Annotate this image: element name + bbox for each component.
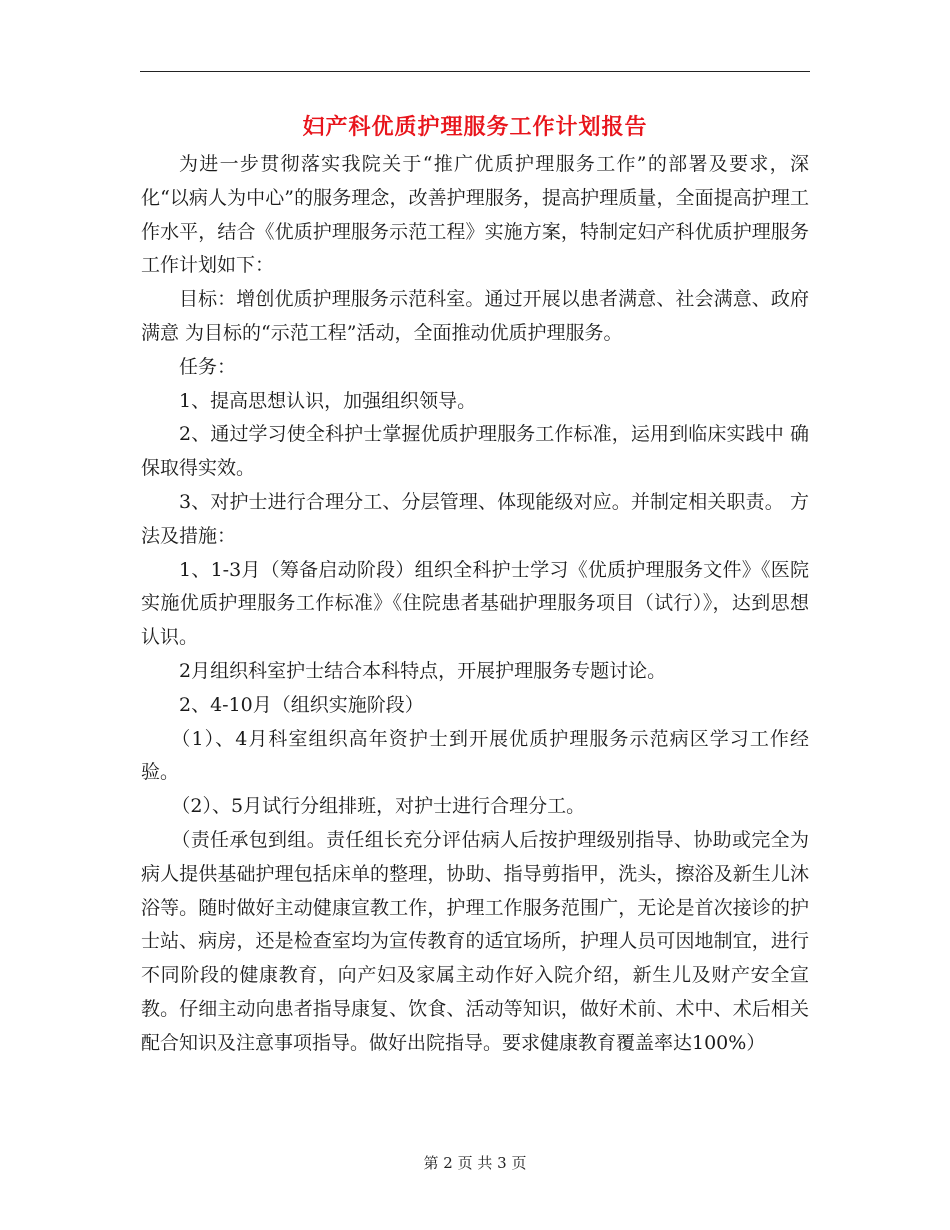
paragraph-goal: 目标：增创优质护理服务示范科室。通过开展以患者满意、社会满意、政府满意 为目标的“示范工程”活动，全面推动优质护理服务。	[141, 288, 809, 344]
paragraph-method-2-item-2: （2）、5月试行分组排班，对护士进行合理分工。	[171, 795, 586, 818]
document-title: 妇产科优质护理服务工作计划报告	[302, 114, 648, 140]
paragraph-responsibility: （责任承包到组。责任组长充分评估病人后按护理级别指导、协助或完全为病人提供基础护理包括床单的整理，协助、指导剪指甲，洗头，擦浴及新生儿沐浴等。随时做好主动健康宣教工作，护理工作服务范围广，无论是首次接诊的护士站、病房，还是检查室均为宣传教育的适宜场所，护理人员可因地制宜，进行不同阶段的健康教育，向产妇及家属主动作好入院介绍，新生儿及财产安全宣教。仔细主动向患者指导康复、饮食、活动等知识，做好术前、术中、术后相关配合知识及注意事项指导。做好出院指导。要求健康教育覆盖率达100%）	[141, 828, 809, 1054]
document-body	[141, 148, 809, 1061]
page-footer: 第 2 页 共 3 页	[423, 1154, 527, 1172]
paragraph-tasks-heading: 任务：	[179, 355, 237, 378]
paragraph-intro: 为进一步贯彻落实我院关于“推广优质护理服务工作”的部署及要求，深化“以病人为中心”的服务理念，改善护理服务，提高护理质量，全面提高护理工作水平，结合《优质护理服务示范工程》实施方案，特制定妇产科优质护理服务工作计划如下：	[141, 153, 809, 277]
paragraph-task-3: 3、对护士进行合理分工、分层管理、体现能级对应。并制定相关职责。 方法及措施：	[141, 490, 809, 547]
paragraph-task-1: 1、提高思想认识，加强组织领导。	[179, 389, 477, 412]
header-rule	[140, 71, 810, 72]
paragraph-method-2: 2、4-10月（组织实施阶段）	[179, 693, 424, 716]
paragraph-task-2: 2、通过学习使全科护士掌握优质护理服务工作标准，运用到临床实践中 确保取得实效。	[141, 423, 809, 480]
paragraph-method-2-item-1: （1）、4月科室组织高年资护士到开展优质护理服务示范病区学习工作经验。	[141, 727, 809, 784]
paragraph-method-1: 1、1-3月（筹备启动阶段）组织全科护士学习《优质护理服务文件》《医院实施优质护理服务工作标准》《住院患者基础护理服务项目（试行）》，达到思想认识。	[141, 558, 809, 649]
paragraph-method-1-feb: 2月组织科室护士结合本科特点，开展护理服务专题讨论。	[179, 659, 667, 682]
